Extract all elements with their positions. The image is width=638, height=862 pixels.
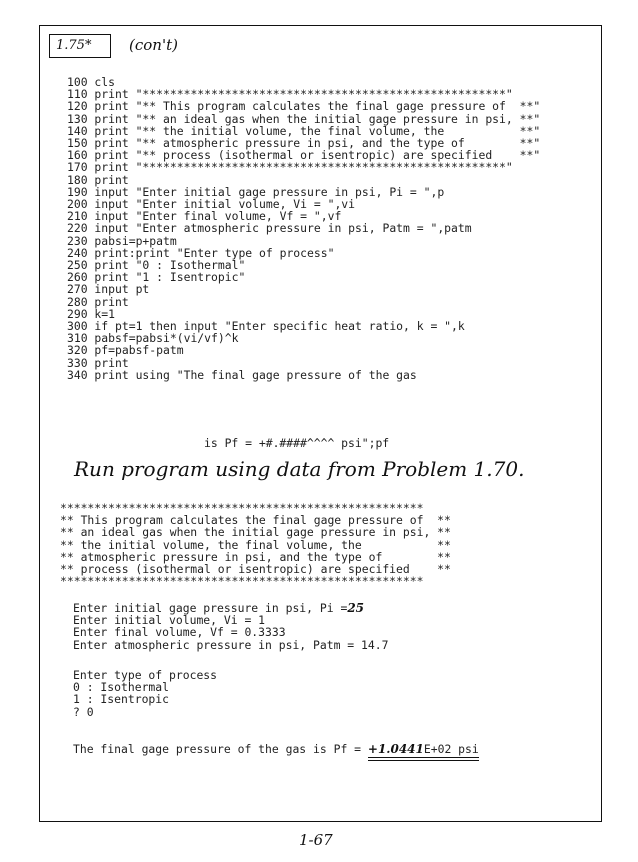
program-line: 150 print "** atmospheric pressure in psi, and the type of **" [67,136,541,151]
banner-line: ***************************************************** [60,574,424,589]
program-line: 190 input "Enter initial gage pressure in psi, Pi = ",p [67,184,445,199]
program-line: 110 print "*****************************************************" [67,87,513,102]
program-line: 220 input "Enter atmospheric pressure in psi, Patm = ",patm [67,221,472,236]
program-listing [67,76,540,381]
result-handwritten-value: +1.0441 [367,742,424,756]
program-line: 290 k=1 [67,306,116,321]
banner-line: ** This program calculates the final gage pressure of ** [60,513,451,528]
program-line: 100 cls [67,75,116,89]
program-line: 320 pf=pabsf-patm [67,343,184,358]
banner-line: ***************************************************** [60,501,424,515]
double-underline-top [368,757,479,758]
program-line: 250 print "0 : Isothermal" [67,258,246,273]
program-line: 160 print "** process (isothermal or isentropic) are specified **" [67,148,541,163]
program-line: 260 print "1 : Isentropic" [67,270,246,285]
option-isothermal: 0 : Isothermal [73,680,170,695]
banner-line: ** the initial volume, the final volume, the ** [60,537,451,552]
type-prompt: Enter type of process [73,668,218,682]
session-inputs [73,602,388,651]
program-line: 270 input pt [67,282,150,297]
continued-note: (con't) [129,36,178,54]
program-line: 330 print [67,355,129,370]
program-line-340-continuation: is Pf = +#.####^^^^ psi";pf [204,436,390,450]
program-line: 210 input "Enter final volume, Vf = ",vf [67,209,342,224]
banner-line: ** process (isothermal or isentropic) are specified ** [60,562,451,577]
program-line: 230 pabsi=p+patm [67,233,177,248]
program-line: 310 pabsf=pabsi*(vi/vf)^k [67,331,239,346]
result-prefix: The final gage pressure of the gas is Pf = [73,742,368,756]
session-line-vf: Enter final volume, Vf = 0.3333 [73,625,286,640]
banner-line: ** atmospheric pressure in psi, and the type of ** [60,549,451,564]
asterisk-mark: * [84,38,92,53]
process-choice: ? 0 [73,704,94,719]
program-line: 170 print "*****************************************************" [67,160,513,175]
program-line: 340 print using "The final gage pressure of the gas [67,367,417,382]
process-menu [73,669,217,718]
option-isentropic: 1 : Isentropic [73,692,170,707]
program-line: 180 print [67,172,129,187]
session-line-vi: Enter initial volume, Vi = 1 [73,613,266,628]
page-number: 1-67 [299,831,333,849]
program-line: 120 print "** This program calculates the final gage pressure of **" [67,99,541,114]
problem-number: 1.75 [56,38,85,53]
output-banner [60,502,451,587]
program-line: 280 print [67,294,129,309]
program-line: 140 print "** the initial volume, the final volume, the **" [67,123,541,138]
result-exponent: E+02 psi [423,742,479,756]
banner-line: ** an ideal gas when the initial gage pressure in psi, ** [60,525,451,540]
pi-prompt: Enter initial gage pressure in psi, Pi = [73,601,348,615]
program-line: 300 if pt=1 then input "Enter specific heat ratio, k = ",k [67,319,465,334]
program-line: 130 print "** an ideal gas when the initial gage pressure in psi, **" [67,111,541,126]
program-line: 200 input "Enter initial volume, Vi = ",vi [67,197,356,212]
run-note: Run program using data from Problem 1.70. [74,457,525,481]
result-line [73,743,479,755]
result-value-underlined [368,743,479,755]
session-line-patm: Enter atmospheric pressure in psi, Patm = 14.7 [73,637,389,652]
pi-handwritten-value: 25 [347,601,365,615]
double-underline-bottom [368,760,479,761]
problem-number-box [49,34,111,58]
program-line: 240 print:print "Enter type of process" [67,245,335,260]
